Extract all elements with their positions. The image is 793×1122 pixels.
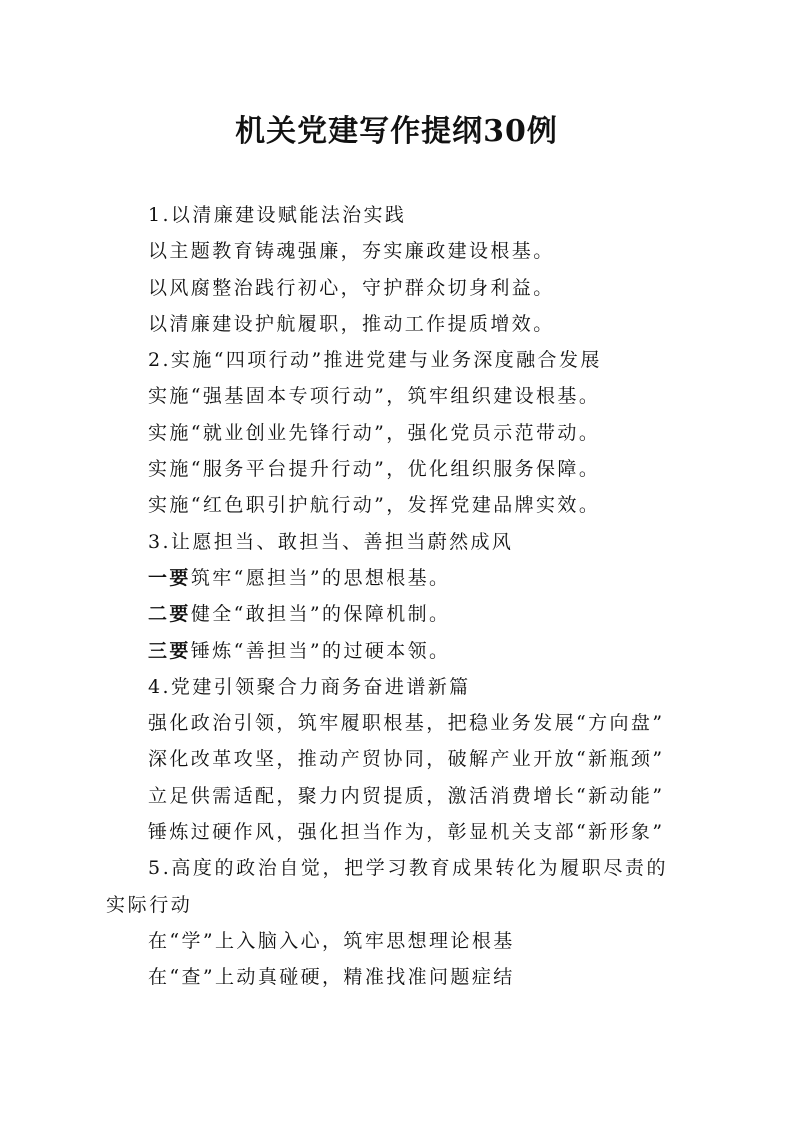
paragraph-line bbox=[106, 596, 688, 632]
line-rest: 锤炼“善担当”的过硬本领。 bbox=[190, 639, 451, 662]
paragraph-line bbox=[106, 560, 688, 596]
line-lead: 一要 bbox=[148, 566, 191, 589]
paragraph-line: 以清廉建设护航履职，推动工作提质增效。 bbox=[148, 312, 555, 335]
section-heading: 2.实施“四项行动”推进党建与业务深度融合发展 bbox=[148, 349, 602, 372]
paragraph-line: 以风腐整治践行初心，守护群众切身利益。 bbox=[148, 276, 555, 299]
document-body bbox=[106, 197, 688, 996]
paragraph-line: 在“查”上动真碰硬，精准找准问题症结 bbox=[148, 966, 515, 989]
section-heading: 4.党建引领聚合力商务奋进谱新篇 bbox=[148, 675, 471, 698]
paragraph-line: 立足供需适配，聚力内贸提质，激活消费增长“新动能” bbox=[148, 784, 665, 807]
paragraph-line: 实施“强基固本专项行动”，筑牢组织建设根基。 bbox=[148, 385, 601, 408]
paragraph-line: 以主题教育铸魂强廉，夯实廉政建设根基。 bbox=[148, 240, 555, 263]
paragraph-line: 深化改革攻坚，推动产贸协同，破解产业开放“新瓶颈” bbox=[148, 748, 665, 771]
paragraph-line: 在“学”上入脑入心，筑牢思想理论根基 bbox=[148, 929, 515, 952]
paragraph-line bbox=[106, 633, 688, 669]
paragraph-line: 实施“服务平台提升行动”，优化组织服务保障。 bbox=[148, 458, 601, 481]
section-heading: 1.以清廉建设赋能法治实践 bbox=[148, 204, 407, 226]
document-title: 机关党建写作提纲30例 bbox=[235, 114, 558, 149]
paragraph-line: 锤炼过硬作风，强化担当作为，彰显机关支部“新形象” bbox=[148, 821, 665, 844]
line-rest: 筑牢“愿担当”的思想根基。 bbox=[190, 566, 451, 589]
line-lead: 三要 bbox=[148, 639, 191, 662]
line-rest: 健全“敢担当”的保障机制。 bbox=[190, 603, 451, 626]
paragraph-line: 实施“红色职引护航行动”，发挥党建品牌实效。 bbox=[148, 494, 601, 517]
paragraph-line: 强化政治引领，筑牢履职根基，把稳业务发展“方向盘” bbox=[148, 712, 665, 735]
section-heading: 3.让愿担当、敢担当、善担当蔚然成风 bbox=[148, 530, 514, 553]
paragraph-line: 实施“就业创业先锋行动”，强化党员示范带动。 bbox=[148, 421, 601, 444]
line-lead: 二要 bbox=[148, 603, 191, 626]
section-heading: 5.高度的政治自觉，把学习教育成果转化为履职尽责的实际行动 bbox=[106, 857, 669, 916]
